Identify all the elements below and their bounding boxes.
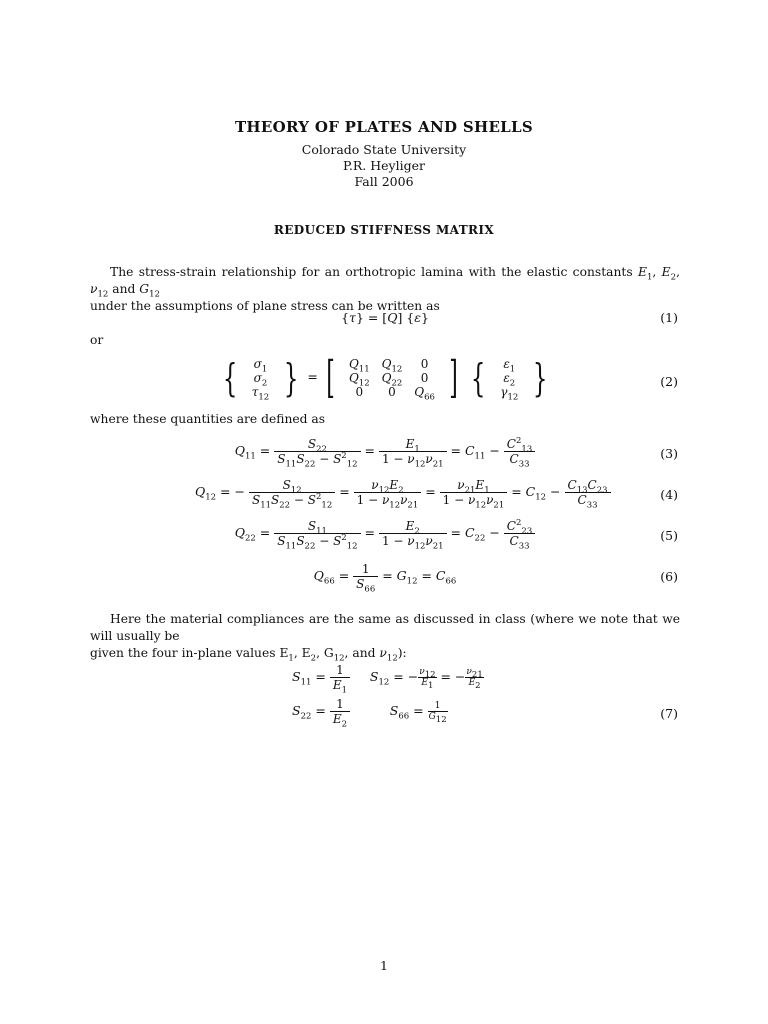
- equation-6: $Q_{66}$ = $\frac{1}{S_{66}}$ = $G_{12} = C_{66}$: [313, 562, 457, 595]
- equation-1: {τ} = [Q] {ε}: [341, 310, 429, 325]
- where-text: where these quantities are defined as: [90, 412, 326, 426]
- compliance-text-2: given the four in-plane values E: [90, 646, 289, 660]
- equation-number-7: (7): [660, 706, 678, 721]
- equation-number-3: (3): [660, 446, 678, 461]
- university: Colorado State University: [301, 142, 467, 157]
- intro-paragraph: The stress-strain relationship for an orthotropic lamina with the elastic constants $E_1$, $E_2$, $\nu_{12}$ and $G_{12}$ under the assumptions of plane stress can be written as: [90, 265, 680, 313]
- intro-text-1: The stress-strain relationship for an orthotropic lamina with the elastic constants: [110, 265, 633, 279]
- page-number: 1: [380, 958, 388, 973]
- equation-number-4: (4): [660, 487, 678, 502]
- term: Fall 2006: [354, 174, 414, 189]
- compliance-text-1: Here the material compliances are the same as discussed in class (where we note that we will usually be: [90, 612, 680, 643]
- author: P.R. Heyliger: [343, 158, 425, 173]
- equation-number-1: (1): [660, 310, 678, 325]
- intro-text-2: under the assumptions of plane stress can be written as: [90, 299, 440, 313]
- compliance-paragraph: Here the material compliances are the same as discussed in class (where we note that we will usually be given the four in-plane values $E_1$, $E_2$, $G_{12}$, and $\nu_{12}$):: [90, 612, 680, 664]
- equation-number-5: (5): [660, 528, 678, 543]
- equation-5: $Q_{22}$ = $\frac{S_{11}}{S_{11}S_{22} - S^2_{12}}$ = $\frac{E_2}{1 - \nu_{12}\nu_{21}}$ = $C_{22}$ − $\frac{C^2_{23}}{C_{33}}$: [90, 519, 680, 548]
- section-title: REDUCED STIFFNESS MATRIX: [273, 223, 495, 237]
- document-title: THEORY OF PLATES AND SHELLS: [234, 118, 534, 136]
- and-word-2: and: [352, 646, 376, 660]
- equation-2: { $\sigma_1$ $\sigma_2$ $\tau_{12}$ } = [ $Q_{11}$ $Q_{12}$ 0 $Q_{12}$ $Q_{22}$ 0 0 0 $Q_{66}$ ] { $\varepsilon_1$ $\varepsilon_2$ $\gamma_{12}$ }: [222, 352, 548, 403]
- and-word: and: [112, 282, 136, 296]
- or-text: or: [90, 333, 104, 347]
- equation-number-2: (2): [660, 374, 678, 389]
- equation-number-6: (6): [660, 569, 678, 584]
- equation-4: $Q_{12}$ = − $\frac{S_{12}}{S_{11}S_{22} - S^2_{12}}$ = $\frac{\nu_{12}E_2}{1 - \nu_{12}\nu_{21}}$ = $\frac{\nu_{21}E_1}{1 - \nu_{12}\nu_{21}}$ = $C_{12}$ − $\frac{C_{13}C_{23}}{C_{33}}$: [195, 478, 595, 507]
- equation-3: $Q_{11}$ = $\frac{S_{22}}{S_{11}S_{22} - S^2_{12}}$ = $\frac{E_1}{1 - \nu_{12}\nu_{21}}$ = $C_{11}$ − $\frac{C^2_{13}}{C_{33}}$: [90, 437, 680, 466]
- equation-7: $S_{11}$ = $\frac{1}{E_1}$ $S_{12}$ = − $\frac{\nu_{12}}{E_1}$ = − $\frac{\nu_{21}}{E_2}$ $S_{22}$ = $\frac{1}{E_2}$ $S_{66}$ = $\frac{1}{G_{12}}$: [292, 663, 483, 730]
